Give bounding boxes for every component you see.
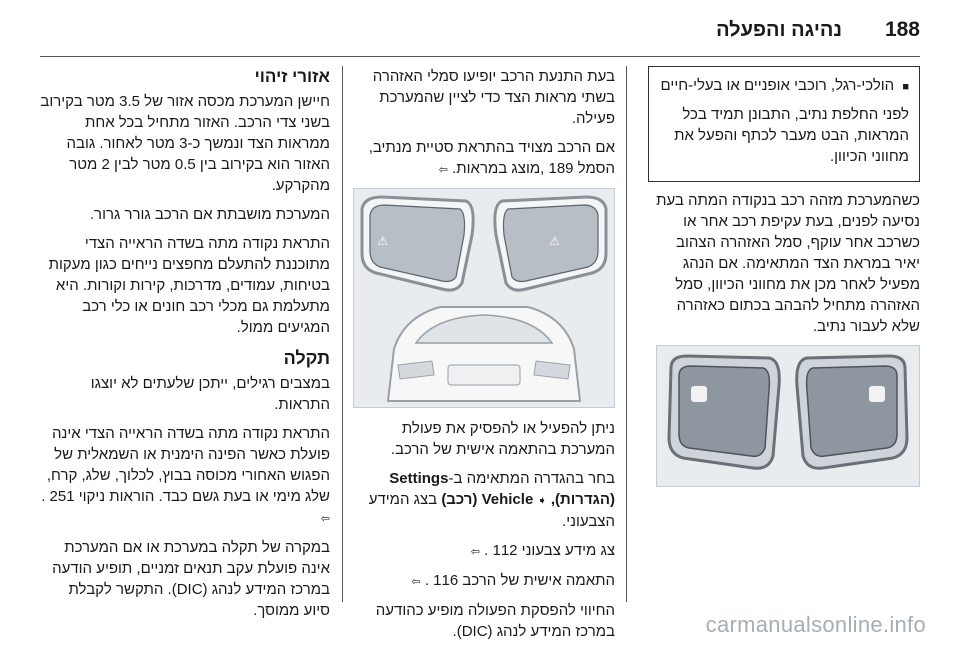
svg-text:⚠: ⚠ bbox=[377, 234, 388, 248]
warning-box bbox=[648, 66, 920, 182]
enable-paragraph: ניתן להפעיל או להפסיק את פעולת המערכת בהתאמה אישית של הרכב. bbox=[390, 420, 615, 458]
startup-paragraph: בעת התנעת הרכב יופיעו סמלי האזהרה בשתי מראות הצד כדי לציין שהמערכת פעילה. bbox=[372, 68, 615, 127]
page-ref-arrow-icon: ⇦ bbox=[411, 575, 421, 588]
blocked-sensor-paragraph: התראת נקודה מתה בשדה הראייה הצדי אינה פועלת כאשר הפינה הימנית או השמאלית של הפגוש האחורי מכוסה בבוץ, לכלוך, שלג, קרח, שלג מימי או בעת גשם כבד. הוראות ניקוי 251 . ⇦ bbox=[41, 425, 330, 525]
trailer-paragraph: המערכת מושבתת אם הרכב גורר גרור. bbox=[89, 206, 330, 223]
stationary-paragraph: התראת נקודה מתה בשדה הראייה הצדי מתוכננת להתעלם מחפצים נייחים כגון מעקות בטיחות, עמודים, מדרכות, קירות וקורות. היא מתעלמת גם מכלי רכב חונים או כלי רכב המגיעים ממול. bbox=[48, 235, 330, 336]
page-ref-arrow-icon: ⇦ bbox=[438, 163, 448, 176]
page-number: 188 bbox=[884, 18, 920, 41]
info-display-ref: צג מידע צבעוני 112 . ⇦ bbox=[470, 542, 615, 559]
section-heading-detection-zones: אזורי זיהוי bbox=[254, 67, 330, 86]
dic-paragraph: החיווי להפסקת הפעולה מופיע כהודעה במרכז המידע לנהג (DIC). bbox=[375, 602, 615, 640]
page-header bbox=[0, 0, 960, 58]
detection-paragraph: כשהמערכת מזהה רכב בנקודה המתה בעת נסיעה לפנים, בעת עקיפת רכב אחר או כשרכב אחר עוקף, סמל האזהרה הצהוב יאיר במראת הצד המתאימה. אם הנהג מפעיל לאחר מכן את מחווני הכיוון, סמל האזהרה מתחיל להבהב בכתום כאזהרה שלא לעבור נתיב. bbox=[656, 192, 920, 335]
normal-conditions-paragraph: במצבים רגילים, ייתכן שלעתים לא יוצגו התראות. bbox=[90, 375, 330, 413]
page-ref-arrow-icon: ⇦ bbox=[470, 545, 480, 558]
warning-bullet: ■ הולכי-רגל, רוכבי אופניים או בעלי-חיים bbox=[660, 77, 909, 94]
warning-text: לפני החלפת נתיב, התבונן תמיד בכל המראות, הבט מעבר לכתף והפעל את מחווני הכיוון. bbox=[674, 106, 909, 165]
right-mirror-icon bbox=[797, 356, 907, 468]
bullet-square-icon: ■ bbox=[902, 81, 909, 93]
mirror-warning-illustration bbox=[656, 345, 920, 487]
left-mirror-icon bbox=[669, 356, 779, 468]
fault-paragraph: במקרה של תקלה במערכת או אם המערכת אינה פועלת עקב תנאים זמניים, תופיע הודעה במרכז המידע לנהג (DIC). התקשר לקבלת סיוע ממוסך. bbox=[52, 539, 330, 619]
column-divider-left bbox=[342, 66, 343, 602]
section-heading-fault: תקלה bbox=[283, 348, 330, 368]
svg-text:⚠: ⚠ bbox=[549, 234, 560, 248]
column-middle bbox=[353, 66, 615, 650]
personalization-ref: התאמה אישית של הרכב 116 . ⇦ bbox=[411, 572, 615, 589]
page-ref-arrow-icon: ⇦ bbox=[320, 512, 330, 525]
settings-paragraph: בחר בהגדרה המתאימה ב-Settings (הגדרות), ➧ Vehicle (רכב) בצג המידע הצבעוני. bbox=[368, 470, 615, 530]
column-divider-right bbox=[626, 66, 627, 602]
lane-departure-paragraph: אם הרכב מצויד בהתראת סטיית מנתיב, הסמל 189 ,מוצג במראות. ⇦ bbox=[368, 139, 615, 177]
blind-spot-warning-icon bbox=[691, 386, 707, 402]
vehicle-arrow-icon: ➧ bbox=[537, 494, 547, 507]
car-rear-mirrors-illustration bbox=[353, 188, 615, 408]
column-left bbox=[40, 66, 330, 629]
zones-paragraph: חיישן המערכת מכסה אזור של 3.5 מטר בקירוב בשני צדי הרכב. האזור מתחיל בכל אחת ממראות הצד ונמשך כ-3 מטר לאחור. גובה האזור הוא בקירוב בין 0.5 מטר לבין 2 מטר מהקרקע. bbox=[40, 93, 330, 194]
blind-spot-warning-icon bbox=[869, 386, 885, 402]
chapter-title: נהיגה והפעלה bbox=[716, 19, 842, 41]
header-divider bbox=[40, 56, 920, 57]
column-right bbox=[648, 66, 920, 487]
watermark: carmanualsonline.info bbox=[705, 612, 926, 637]
car-rear-icon bbox=[388, 307, 580, 401]
